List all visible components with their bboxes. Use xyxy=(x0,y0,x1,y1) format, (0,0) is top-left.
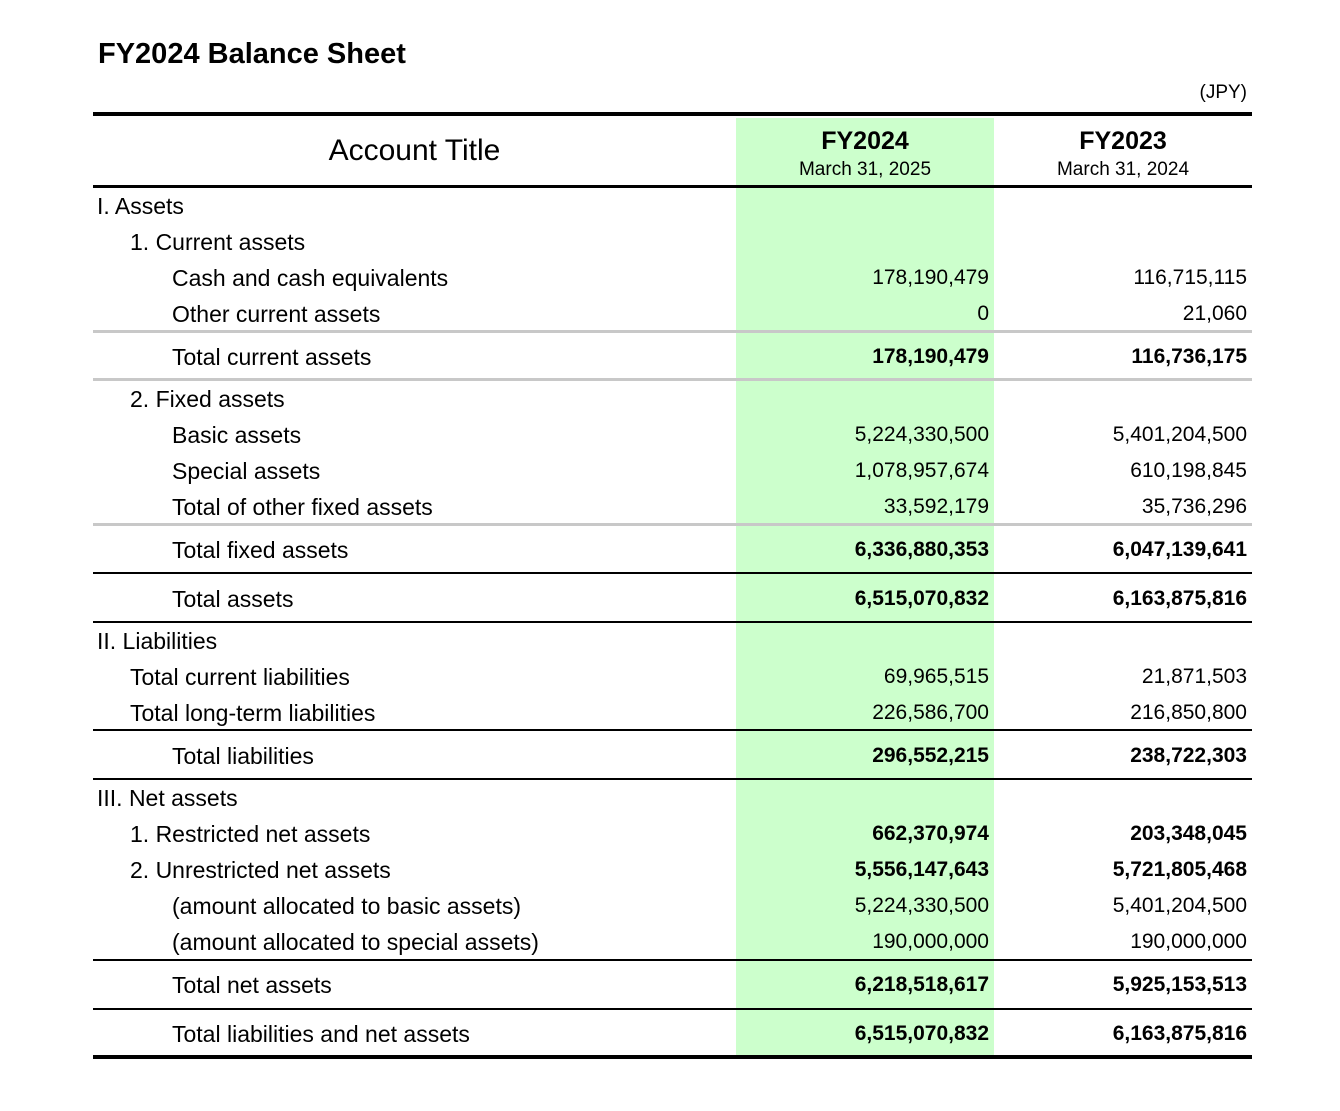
row-label: I. Assets xyxy=(97,193,184,219)
row-current-liabilities xyxy=(93,659,1252,695)
row-label: Special assets xyxy=(172,458,321,484)
row-total-fixed-assets xyxy=(93,532,1252,568)
value-fy2024: 69,965,515 xyxy=(883,665,989,688)
row-total-liabilities xyxy=(93,738,1252,774)
row-other-fixed-assets xyxy=(93,489,1252,525)
value-fy2023: 238,722,303 xyxy=(1130,744,1247,767)
row-fixed-assets-heading xyxy=(93,381,1252,417)
value-fy2023: 610,198,845 xyxy=(1130,459,1247,482)
row-unrestricted-net-assets xyxy=(93,852,1252,888)
row-total-net-assets xyxy=(93,967,1252,1003)
row-label: Total current liabilities xyxy=(130,664,350,690)
row-cash xyxy=(93,260,1252,296)
value-fy2024: 6,336,880,353 xyxy=(854,538,989,561)
value-fy2024: 190,000,000 xyxy=(872,930,989,953)
value-fy2023: 6,163,875,816 xyxy=(1112,587,1247,610)
row-restricted-net-assets xyxy=(93,816,1252,852)
page-title: FY2024 Balance Sheet xyxy=(98,38,406,70)
rule-bottom xyxy=(93,1055,1252,1059)
value-fy2024: 0 xyxy=(977,302,989,325)
rule-total-net-assets xyxy=(93,1008,1252,1010)
row-liabilities-heading xyxy=(93,623,1252,659)
value-fy2023: 203,348,045 xyxy=(1130,822,1247,845)
value-fy2023: 5,721,805,468 xyxy=(1112,858,1247,881)
value-fy2024: 178,190,479 xyxy=(872,266,989,289)
row-label: 2. Fixed assets xyxy=(130,386,285,412)
header-fy2023-date: March 31, 2024 xyxy=(1056,159,1190,180)
value-fy2023: 116,715,115 xyxy=(1133,266,1247,289)
value-fy2023: 6,163,875,816 xyxy=(1112,1022,1247,1045)
row-label: 1. Current assets xyxy=(130,229,306,255)
value-fy2023: 21,060 xyxy=(1182,302,1247,325)
header-fy2024-year: FY2024 xyxy=(821,127,909,155)
value-fy2024: 33,592,179 xyxy=(883,495,989,518)
value-fy2024: 662,370,974 xyxy=(872,822,989,845)
value-fy2024: 6,515,070,832 xyxy=(854,1022,989,1045)
value-fy2023: 116,736,175 xyxy=(1131,345,1247,368)
row-current-assets-heading xyxy=(93,224,1252,260)
rule-fixed-assets-total xyxy=(93,572,1252,574)
value-fy2023: 21,871,503 xyxy=(1141,665,1247,688)
value-fy2024: 6,218,518,617 xyxy=(854,973,989,996)
header-fy2024 xyxy=(736,116,994,182)
row-label: Total of other fixed assets xyxy=(172,494,433,520)
row-allocated-basic-assets xyxy=(93,888,1252,924)
row-total-current-assets xyxy=(93,339,1252,375)
row-label: Other current assets xyxy=(172,301,381,327)
header-account-title: Account Title xyxy=(328,134,501,167)
row-label: Total fixed assets xyxy=(172,537,349,563)
row-allocated-special-assets xyxy=(93,924,1252,960)
row-label: III. Net assets xyxy=(97,785,238,811)
row-label: 1. Restricted net assets xyxy=(130,821,371,847)
value-fy2023: 5,401,204,500 xyxy=(1112,423,1247,446)
value-fy2023: 190,000,000 xyxy=(1130,930,1247,953)
value-fy2023: 6,047,139,641 xyxy=(1112,538,1247,561)
value-fy2024: 1,078,957,674 xyxy=(854,459,989,482)
value-fy2024: 5,224,330,500 xyxy=(854,894,989,917)
value-fy2023: 35,736,296 xyxy=(1141,495,1247,518)
row-label: (amount allocated to special assets) xyxy=(172,929,539,955)
row-label: Total net assets xyxy=(172,972,332,998)
header-fy2023 xyxy=(994,116,1252,182)
row-total-liabilities-and-net-assets xyxy=(93,1016,1252,1052)
row-special-assets xyxy=(93,453,1252,489)
row-label: 2. Unrestricted net assets xyxy=(130,857,391,883)
row-assets-heading xyxy=(93,188,1252,224)
row-label: Basic assets xyxy=(172,422,302,448)
row-label: Total assets xyxy=(172,586,294,612)
value-fy2024: 296,552,215 xyxy=(872,744,989,767)
row-label: Cash and cash equivalents xyxy=(172,265,449,291)
row-label: Total liabilities xyxy=(172,743,314,769)
row-label: Total long-term liabilities xyxy=(130,700,376,726)
header-fy2024-date: March 31, 2025 xyxy=(798,159,932,180)
value-fy2023: 5,401,204,500 xyxy=(1112,894,1247,917)
row-label: Total liabilities and net assets xyxy=(172,1021,470,1047)
value-fy2023: 216,850,800 xyxy=(1130,701,1247,724)
value-fy2024: 5,224,330,500 xyxy=(854,423,989,446)
value-fy2024: 6,515,070,832 xyxy=(854,587,989,610)
row-long-term-liabilities xyxy=(93,695,1252,731)
row-total-assets xyxy=(93,581,1252,617)
currency-unit: (JPY) xyxy=(1199,82,1247,103)
row-label: II. Liabilities xyxy=(97,628,218,654)
row-label: (amount allocated to basic assets) xyxy=(172,893,522,919)
row-basic-assets xyxy=(93,417,1252,453)
value-fy2023: 5,925,153,513 xyxy=(1112,973,1247,996)
row-other-current-assets xyxy=(93,296,1252,332)
row-label: Total current assets xyxy=(172,344,372,370)
row-net-assets-heading xyxy=(93,780,1252,816)
value-fy2024: 178,190,479 xyxy=(872,345,989,368)
header-fy2023-year: FY2023 xyxy=(1079,127,1167,155)
value-fy2024: 226,586,700 xyxy=(872,701,989,724)
value-fy2024: 5,556,147,643 xyxy=(854,858,989,881)
